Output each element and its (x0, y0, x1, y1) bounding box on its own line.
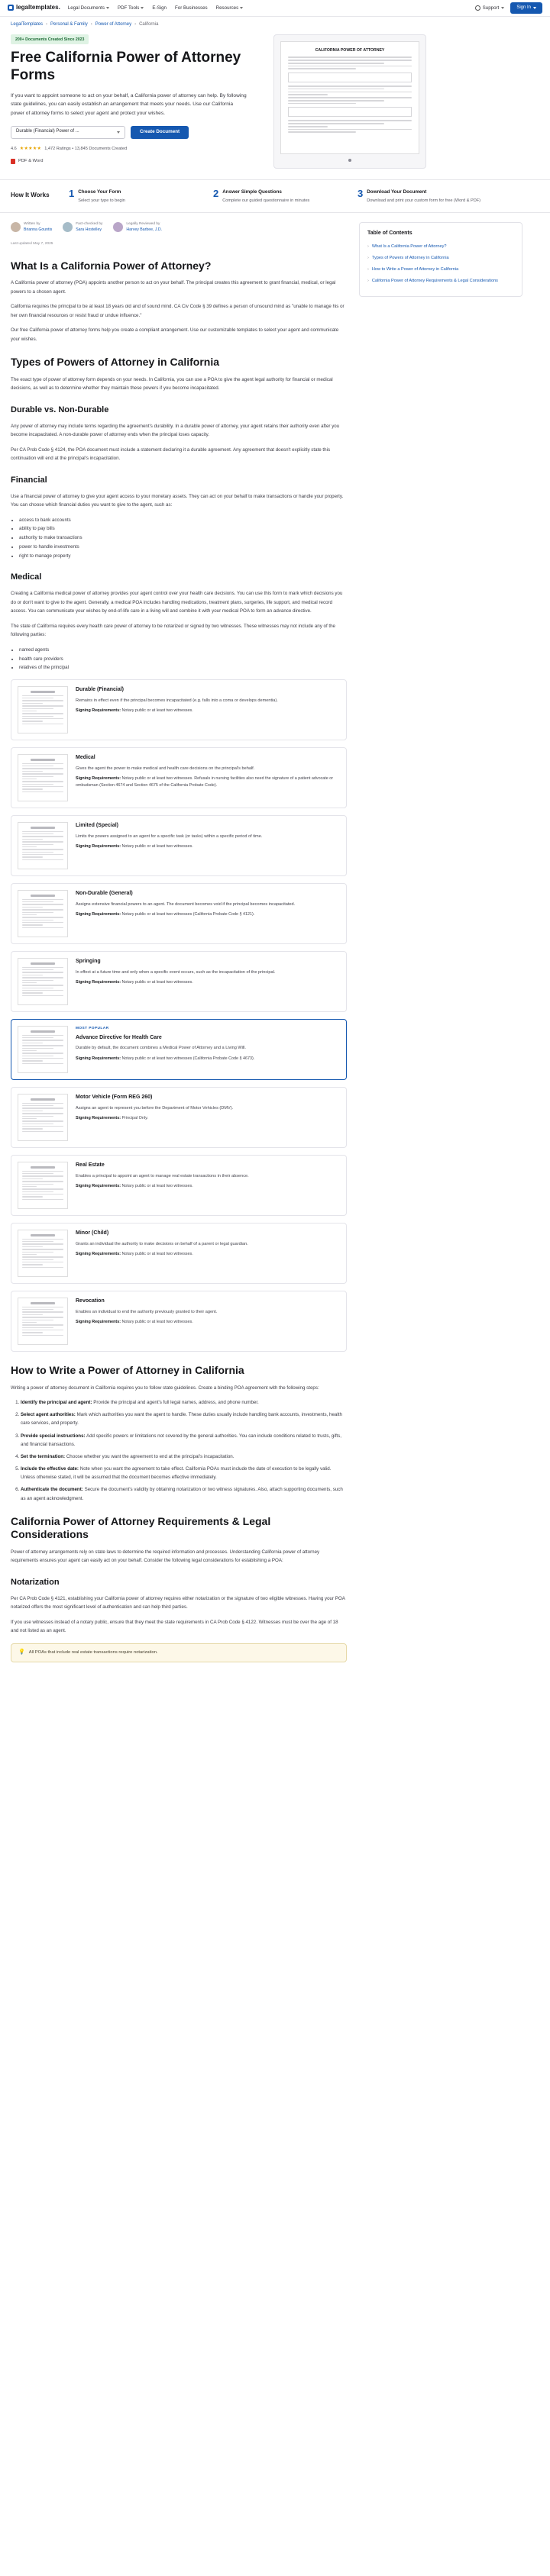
author-role: Fact-checked by (76, 222, 103, 227)
step-text: Secure the document's validity by obtaining notarization or two witness signatures. Also, attach supporting documents, such as an agent acknowledgment. (21, 1487, 343, 1501)
chevron-down-icon (141, 7, 144, 9)
step-label: Provide special instructions: (21, 1433, 86, 1439)
step-heading: Answer Simple Questions (222, 189, 282, 195)
breadcrumb-separator: › (90, 22, 92, 27)
preview-line (288, 131, 356, 133)
toc-item-label: What Is a California Power of Attorney? (371, 244, 447, 250)
list-item: • named agents (19, 646, 347, 655)
poa-type-description: Limits the powers assigned to an agent for a specific task (or tasks) within a specific period of time. (76, 834, 263, 839)
step-heading: Choose Your Form (78, 189, 121, 195)
toc-item-requirements[interactable] (367, 278, 514, 285)
list-item (21, 1432, 347, 1449)
poa-type-name: Limited (Special) (76, 823, 119, 829)
nav-items (68, 5, 243, 12)
nav-item-e-sign[interactable] (152, 5, 167, 12)
star-icon: ★★★★★ (19, 146, 42, 151)
section-heading-requirements: California Power of Attorney Requirements & Legal Considerations (11, 1514, 271, 1541)
poa-type-name: Real Estate (76, 1162, 105, 1169)
nav-item-pdf-tools[interactable] (118, 5, 144, 12)
poa-type-name: Non-Durable (General) (76, 891, 133, 897)
preview-line (288, 97, 412, 98)
step-description: Complete our guided questionnaire in minutes (222, 198, 310, 204)
poa-type-card[interactable] (11, 679, 347, 740)
poa-type-card-most-popular[interactable] (11, 1019, 347, 1080)
preview-line (288, 94, 328, 95)
poa-type-card[interactable] (11, 747, 347, 808)
poa-type-description: Enables a principal to appoint an agent to manage real estate transactions in their absence. (76, 1174, 249, 1178)
last-updated-text: Last updated May 7, 2025 (11, 242, 53, 247)
poa-type-description: Enables an individual to end the authority previously granted to their agent. (76, 1310, 218, 1314)
poa-type-thumbnail (18, 1162, 68, 1209)
preview-line (288, 85, 412, 87)
breadcrumb-item-personal-family[interactable]: Personal & Family (50, 22, 88, 27)
list-item (21, 1411, 347, 1427)
paragraph: Creating a California medical power of attorney provides your agent control over your health care decisions. You can use this form to mark which decisions you do or don't want to give to the agent. Generally, a medical POA includes handling medications, treatment plans, surgeries, life support, and medical record access. You can communicate your wishes by end-of-life care in a living will and combine it with your medical POA to form an advance directive. (11, 591, 343, 614)
lightbulb-icon: 💡 (18, 1649, 25, 1655)
content-wrapper (0, 213, 550, 1677)
preview-line (288, 129, 412, 131)
preview-line (288, 56, 412, 58)
paragraph: Any power of attorney may include terms regarding the agreement's durability. In a durable power of attorney, your agent retains their authority even after you become incapacitated. A non-durable power of attorney ends when the principal loses capacity. (11, 423, 340, 438)
author-role: Legally Reviewed by (126, 222, 160, 227)
list-item: • right to manage property (19, 552, 347, 561)
poa-type-name: Revocation (76, 1298, 105, 1304)
poa-type-card[interactable] (11, 1291, 347, 1352)
subheading-durable: Durable vs. Non-Durable (11, 405, 109, 414)
poa-type-thumbnail (18, 822, 68, 869)
breadcrumb-separator: › (134, 22, 137, 27)
paragraph: Our free California power of attorney forms help you create a compliant arrangement. Use our customizable templates to select your agent and communicate your wishes. (11, 327, 339, 342)
preview-line (288, 68, 356, 69)
subheading-financial: Financial (11, 475, 47, 485)
toc-item-types[interactable] (367, 255, 514, 262)
breadcrumb-item-california: California (139, 22, 159, 27)
poa-type-thumbnail (18, 1026, 68, 1073)
step-text: Choose whether you want the agreement to end at the principal's incapacitation. (66, 1453, 235, 1459)
subheading-notarization: Notarization (11, 1577, 60, 1587)
preview-line (288, 120, 412, 121)
hero-controls (11, 126, 263, 139)
rating-value: 4.6 (11, 146, 17, 151)
hero-section (0, 31, 550, 179)
sidebar-column (359, 222, 522, 297)
poa-type-name: Minor (Child) (76, 1230, 109, 1236)
step-label: Include the effective date: (21, 1466, 79, 1472)
signing-requirements-label: Signing Requirements: (76, 1056, 121, 1061)
author-legally-reviewed-by (113, 222, 162, 232)
paragraph: Power of attorney arrangements rely on state laws to determine the required information and processes. Understanding California power of attorney requirements ensures your agent can easily act on your behalf. Consider the following legal considerations for establishing a POA: (11, 1549, 320, 1564)
section-heading-types: Types of Powers of Attorney in California (11, 356, 220, 369)
chevron-right-icon: › (367, 256, 369, 261)
rating-row (11, 146, 263, 153)
author-role: Written by (24, 222, 40, 227)
poa-type-card[interactable] (11, 1223, 347, 1284)
poa-type-description: Assigns an agent to represent you before the Department of Motor Vehicles (DMV). (76, 1106, 234, 1111)
paragraph: A California power of attorney (POA) appoints another person to act on your behalf. The principal creates this agreement to grant financial, medical, or legal powers to a chosen agent. (11, 280, 336, 295)
step-number: 3 (358, 188, 364, 200)
chevron-right-icon: › (367, 267, 369, 272)
notice-text: All POAs that include real estate transactions require notarization. (28, 1649, 158, 1655)
preview-line (288, 100, 384, 102)
step-label: Authenticate the document: (21, 1487, 83, 1493)
signing-requirements-text: Notary public or at least two witnesses. (121, 1320, 193, 1325)
signing-requirements-text: Notary public or at least two witnesses. (121, 844, 193, 850)
breadcrumb-item-legaltemplates[interactable]: LegalTemplates (11, 22, 44, 27)
poa-type-description: Gives the agent the power to make medical and health care decisions on the principal's behalf. (76, 766, 255, 771)
signing-requirements-label: Signing Requirements: (76, 776, 121, 782)
poa-type-thumbnail (18, 754, 68, 801)
step-text: Mark which authorities you want the agent to handle. These duties usually include handling bank accounts, investments, health care services, and property. (21, 1412, 342, 1427)
signing-requirements-label: Signing Requirements: (76, 844, 121, 850)
nav-label: Resources (215, 5, 239, 11)
chevron-right-icon: › (367, 244, 369, 250)
poa-type-thumbnail (18, 1298, 68, 1345)
preview-line (288, 60, 412, 61)
support-icon (475, 5, 480, 11)
chevron-right-icon: › (367, 279, 369, 284)
poa-type-card[interactable] (11, 815, 347, 876)
document-preview-thumbnail (280, 41, 419, 154)
signing-requirements-text: Principal Only. (121, 1116, 148, 1121)
nav-item-legal-documents[interactable] (68, 5, 109, 12)
step-number: 1 (69, 188, 75, 200)
poa-type-description: Remains in effect even if the principal becomes incapacitated (e.g. falls into a coma or develops dementia). (76, 698, 278, 703)
toc-item-label: Types of Powers of Attorney in California (371, 256, 449, 261)
toc-list (367, 243, 514, 285)
breadcrumb (0, 17, 550, 31)
sign-in-button[interactable] (510, 2, 542, 14)
authors-row (11, 222, 347, 232)
document-preview-panel[interactable] (273, 34, 426, 169)
step-label: Identify the principal and agent: (21, 1400, 92, 1406)
carousel-dot[interactable] (348, 159, 351, 162)
author-fact-checked-by (63, 222, 102, 232)
list-item: • access to bank accounts (19, 516, 347, 525)
poa-type-thumbnail (18, 686, 68, 733)
page-title: Free California Power of Attorney Forms (11, 50, 241, 84)
step-text: Add specific powers or limitations not covered by the general authorities. You can include conditions related to trusts, gifts, and financial transactions. (21, 1433, 341, 1447)
brand-name: legaltemplates. (16, 4, 60, 11)
breadcrumb-separator: › (46, 22, 48, 27)
signing-requirements-text: Notary public or at least two witnesses (California Probate Code § 4673). (121, 1056, 255, 1061)
signing-requirements-label: Signing Requirements: (76, 980, 121, 985)
how-it-works-step-2 (213, 189, 347, 204)
toc-item-label: How to Write a Power of Attorney in California (371, 267, 459, 272)
hero-left-column (11, 34, 263, 165)
signing-requirements-label: Signing Requirements: (76, 1184, 121, 1189)
section-heading-how-to-write: How to Write a Power of Attorney in California (11, 1364, 244, 1377)
rating-text: 1,472 Ratings • 13,845 Documents Created (44, 146, 128, 151)
preview-line (288, 103, 356, 105)
poa-type-description: Durable by default, the document combines a Medical Power of Attorney and a Living Will. (76, 1046, 246, 1051)
step-description: Download and print your custom form for free (Word & PDF) (367, 198, 481, 204)
subheading-medical: Medical (11, 572, 42, 582)
breadcrumb-item-power-of-attorney[interactable]: Power of Attorney (95, 22, 132, 27)
preview-box (288, 107, 412, 117)
poa-type-name: Advance Directive for Health Care (76, 1034, 162, 1040)
excluded-witnesses-list (11, 646, 347, 672)
file-types (11, 158, 263, 165)
site-logo[interactable] (8, 3, 60, 12)
paragraph: Writing a power of attorney document in California requires you to follow state guidelines. Create a binding POA agreement with the following steps: (11, 1385, 319, 1391)
how-it-works-section (0, 179, 550, 213)
step-label: Set the termination: (21, 1453, 66, 1459)
chevron-down-icon (533, 7, 536, 9)
step-description: Select your type to begin (78, 198, 125, 204)
preview-doc-title: CALIFORNIA POWER OF ATTORNEY (315, 48, 385, 53)
paragraph: The exact type of power of attorney form depends on your needs. In California, you can use a POA to give the agent legal authority for financial or medical decisions, as well as to determine whether they maintain these powers if you become incapacitated. (11, 376, 333, 392)
poa-type-card[interactable] (11, 883, 347, 944)
how-it-works-step-1 (69, 189, 202, 204)
preview-line (288, 66, 412, 67)
step-text: Note when you want the agreement to take effect. California POAs must include the date of execution to be legally valid. Unless otherwise stated, it will be assumed that the document becomes effective immediately. (21, 1466, 332, 1481)
nav-item-resources[interactable] (216, 5, 244, 12)
author-name[interactable]: Sara Hostelley (76, 227, 102, 232)
table-of-contents (359, 222, 522, 297)
signing-requirements-label: Signing Requirements: (76, 1116, 121, 1121)
most-popular-badge: MOST POPULAR (76, 1027, 109, 1031)
signing-requirements-label: Signing Requirements: (76, 1320, 121, 1325)
poa-type-card-list (11, 679, 347, 1352)
step-text: Provide the principal and agent's full legal names, address, and phone number. (93, 1400, 259, 1406)
poa-type-thumbnail (18, 958, 68, 1005)
signing-requirements-label: Signing Requirements: (76, 708, 121, 714)
author-written-by (11, 222, 52, 232)
preview-line (288, 126, 328, 127)
step-heading: Download Your Document (367, 189, 427, 195)
nav-label: E-Sign (152, 5, 167, 11)
poa-type-name: Motor Vehicle (Form REG 260) (76, 1095, 153, 1101)
list-item (21, 1452, 347, 1461)
document-type-select[interactable] (11, 126, 125, 139)
preview-line (288, 63, 384, 64)
main-content-column (11, 222, 347, 1662)
list-item (21, 1398, 347, 1407)
notice-callout (11, 1643, 347, 1662)
how-to-write-steps (11, 1398, 347, 1503)
paragraph: Per CA Prob Code § 4124, the POA document must include a statement declaring it a durable agreement. Any agreement that doesn't explicitly state this continuation will end at the principal's incapacitation. (11, 447, 331, 462)
sign-in-label: Sign In (516, 5, 531, 10)
paragraph: Per CA Prob Code § 4121, establishing your California power of attorney requires either notarization or the signature of two eligible witnesses. Having your POA notarized offers the most significant level of authentication and can help third parties. (11, 1595, 345, 1610)
nav-label: PDF Tools (117, 5, 140, 11)
how-it-works-step-3 (358, 189, 491, 204)
file-types-label: PDF & Word (18, 158, 44, 163)
document-type-value: Durable (Financial) Power of ... (16, 129, 79, 134)
chevron-down-icon (501, 7, 504, 9)
signing-requirements-text: Notary public or at least two witnesses. Refusals in nursing facilities also need the signature of a patient advocate or ombudsman (Section 4674 and Section 4675 of the California Probate Code). (76, 776, 334, 788)
financial-powers-list (11, 516, 347, 561)
documents-created-badge: 200+ Documents Created Since 2023 (11, 34, 89, 44)
chevron-down-icon (106, 7, 109, 9)
poa-type-name: Medical (76, 755, 95, 761)
chevron-down-icon (117, 131, 120, 134)
paragraph: Use a financial power of attorney to give your agent access to your monetary assets. They can act on your behalf to make transactions or handle your property. You can choose which financial duties you want to give to the agent, such as: (11, 493, 344, 508)
list-item: • ability to pay bills (19, 524, 347, 534)
nav-label: For Businesses (174, 5, 208, 11)
signing-requirements-text: Notary public or at least two witnesses. (121, 980, 193, 985)
support-label: Support (482, 5, 500, 11)
poa-type-card[interactable] (11, 951, 347, 1012)
top-navigation-bar (0, 0, 550, 17)
poa-type-thumbnail (18, 890, 68, 937)
author-name[interactable]: Harvey Barbee, J.D. (126, 227, 163, 232)
chevron-down-icon (240, 7, 243, 9)
nav-item-for-businesses[interactable] (175, 5, 208, 12)
step-number: 2 (213, 188, 219, 200)
preview-line (288, 92, 412, 93)
list-item (21, 1485, 347, 1502)
poa-type-card[interactable] (11, 1087, 347, 1148)
preview-line (288, 123, 384, 124)
author-name[interactable]: Brianna Gountis (24, 227, 53, 232)
paragraph: California requires the principal to be at least 18 years old and of sound mind. CA Civ Code § 39 defines a person of unsound mind as "unable to manage his or her own financial resources or resist fraud or undue influence." (11, 304, 345, 318)
poa-type-description: Assigns extensive financial powers to an agent. The document becomes void if the principal becomes incapacitated. (76, 902, 296, 907)
poa-type-thumbnail (18, 1230, 68, 1277)
signing-requirements-label: Signing Requirements: (76, 1252, 121, 1257)
support-menu[interactable] (475, 5, 505, 12)
preview-line (288, 89, 384, 90)
signing-requirements-text: Notary public or at least two witnesses (California Probate Code § 4121). (121, 912, 255, 917)
logo-icon (8, 5, 14, 11)
list-item: • relatives of the principal (19, 663, 347, 672)
toc-item-label: California Power of Attorney Requirements & Legal Considerations (371, 279, 498, 284)
hero-description: If you want to appoint someone to act on your behalf, a California power of attorney can help. By following state guidelines, you can easily establish an arrangement that meets your needs. Use our California power of attorney forms to select your agent and protect your wishes. (11, 92, 247, 117)
nav-right-group (475, 2, 542, 14)
list-item: • power to handle investments (19, 543, 347, 552)
list-item: • health care providers (19, 655, 347, 664)
signing-requirements-text: Notary public or at least two witnesses. (121, 1252, 193, 1257)
nav-label: Legal Documents (67, 5, 105, 11)
how-it-works-title: How It Works (11, 192, 50, 199)
poa-type-card[interactable] (11, 1155, 347, 1216)
signing-requirements-label: Signing Requirements: (76, 912, 121, 917)
poa-type-thumbnail (18, 1094, 68, 1141)
preview-box (288, 73, 412, 82)
toc-item-how-to-write[interactable] (367, 266, 514, 273)
list-item: • authority to make transactions (19, 534, 347, 543)
avatar (63, 222, 73, 232)
create-document-button[interactable]: Create Document (131, 126, 189, 139)
step-label: Select agent authorities: (21, 1412, 76, 1418)
toc-title: Table of Contents (367, 231, 412, 237)
section-heading-what-is: What Is a California Power of Attorney? (11, 259, 212, 272)
poa-type-name: Durable (Financial) (76, 687, 125, 693)
list-item (21, 1465, 347, 1481)
poa-type-description: In effect at a future time and only when a specific event occurs, such as the incapacitation of the principal. (76, 970, 276, 975)
poa-type-description: Grants an individual the authority to make decisions on behalf of a parent or legal guardian. (76, 1242, 248, 1246)
avatar (113, 222, 123, 232)
paragraph: The state of California requires every health care power of attorney to be notarized or signed by two witnesses. These witnesses may not include any of the following parties: (11, 623, 335, 638)
toc-item-what-is[interactable] (367, 243, 514, 250)
paragraph: If you use witnesses instead of a notary public, ensure that they meet the state requirements in CA Prob Code § 4122. Witnesses must be over the age of 18 and not listed as an agent. (11, 1619, 338, 1634)
poa-type-name: Springing (76, 959, 101, 965)
pdf-icon (11, 159, 15, 164)
signing-requirements-text: Notary public or at least two witnesses. (121, 708, 193, 714)
avatar (11, 222, 21, 232)
signing-requirements-text: Notary public or at least two witnesses. (121, 1184, 193, 1189)
